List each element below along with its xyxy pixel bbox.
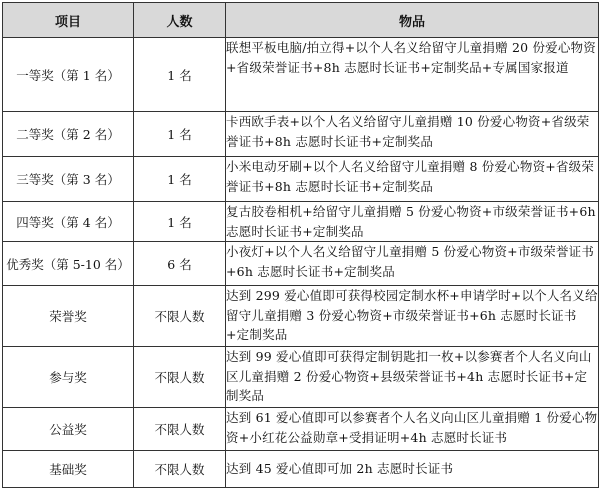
row-prize: 达到 299 爱心值即可获得校园定制水杯+申请学时+以个人名义给留守儿童捐赠 3 份爱心物资+市级荣誉证书+6h 志愿时长证书+定制奖品 [226, 286, 599, 347]
awards-table [2, 2, 599, 488]
row-prize: 达到 61 爱心值即可以参赛者个人名义向山区儿童捐赠 1 份爱心物资+小红花公益勋章+受捐证明+4h 志愿时长证书 [226, 408, 599, 451]
table-row [3, 157, 599, 202]
row-item: 四等奖（第 4 名） [3, 202, 134, 242]
row-item: 二等奖（第 2 名） [3, 112, 134, 157]
row-item: 一等奖（第 1 名） [3, 38, 134, 112]
row-prize: 卡西欧手表+以个人名义给留守儿童捐赠 10 份爱心物资+省级荣誉证书+8h 志愿时长证书+定制奖品 [226, 112, 599, 157]
row-count: 1 名 [134, 157, 226, 202]
table-row [3, 286, 599, 347]
row-count: 不限人数 [134, 408, 226, 451]
row-prize: 小米电动牙刷+以个人名义给留守儿童捐赠 8 份爱心物资+省级荣誉证书+8h 志愿时长证书+定制奖品 [226, 157, 599, 202]
row-count: 不限人数 [134, 451, 226, 488]
row-count: 6 名 [134, 242, 226, 286]
table-row [3, 451, 599, 488]
row-count: 1 名 [134, 202, 226, 242]
row-item: 荣誉奖 [3, 286, 134, 347]
row-count: 不限人数 [134, 286, 226, 347]
row-prize: 达到 45 爱心值即可加 2h 志愿时长证书 [226, 451, 599, 488]
table-row [3, 242, 599, 286]
row-item: 参与奖 [3, 347, 134, 408]
row-prize: 复古胶卷相机+给留守儿童捐赠 5 份爱心物资+市级荣誉证书+6h 志愿时长证书+定制奖品 [226, 202, 599, 242]
row-prize: 联想平板电脑/拍立得+以个人名义给留守儿童捐赠 20 份爱心物资+省级荣誉证书+8h 志愿时长证书+定制奖品+专属国家报道 [226, 38, 599, 112]
table-row [3, 112, 599, 157]
row-count: 不限人数 [134, 347, 226, 408]
table-header-row [3, 3, 599, 38]
row-prize: 小夜灯+以个人名义给留守儿童捐赠 5 份爱心物资+市级荣誉证书+6h 志愿时长证书+定制奖品 [226, 242, 599, 286]
header-item: 项目 [3, 3, 134, 38]
header-count: 人数 [134, 3, 226, 38]
row-item: 公益奖 [3, 408, 134, 451]
row-count: 1 名 [134, 38, 226, 112]
table-row [3, 202, 599, 242]
row-item: 基础奖 [3, 451, 134, 488]
table-row [3, 38, 599, 112]
table-row [3, 347, 599, 408]
row-prize: 达到 99 爱心值即可获得定制钥匙扣一枚+以参赛者个人名义向山区儿童捐赠 2 份爱心物资+县级荣誉证书+4h 志愿时长证书+定制奖品 [226, 347, 599, 408]
row-count: 1 名 [134, 112, 226, 157]
row-item: 三等奖（第 3 名） [3, 157, 134, 202]
row-item: 优秀奖（第 5-10 名） [3, 242, 134, 286]
header-prize: 物品 [226, 3, 599, 38]
table-row [3, 408, 599, 451]
